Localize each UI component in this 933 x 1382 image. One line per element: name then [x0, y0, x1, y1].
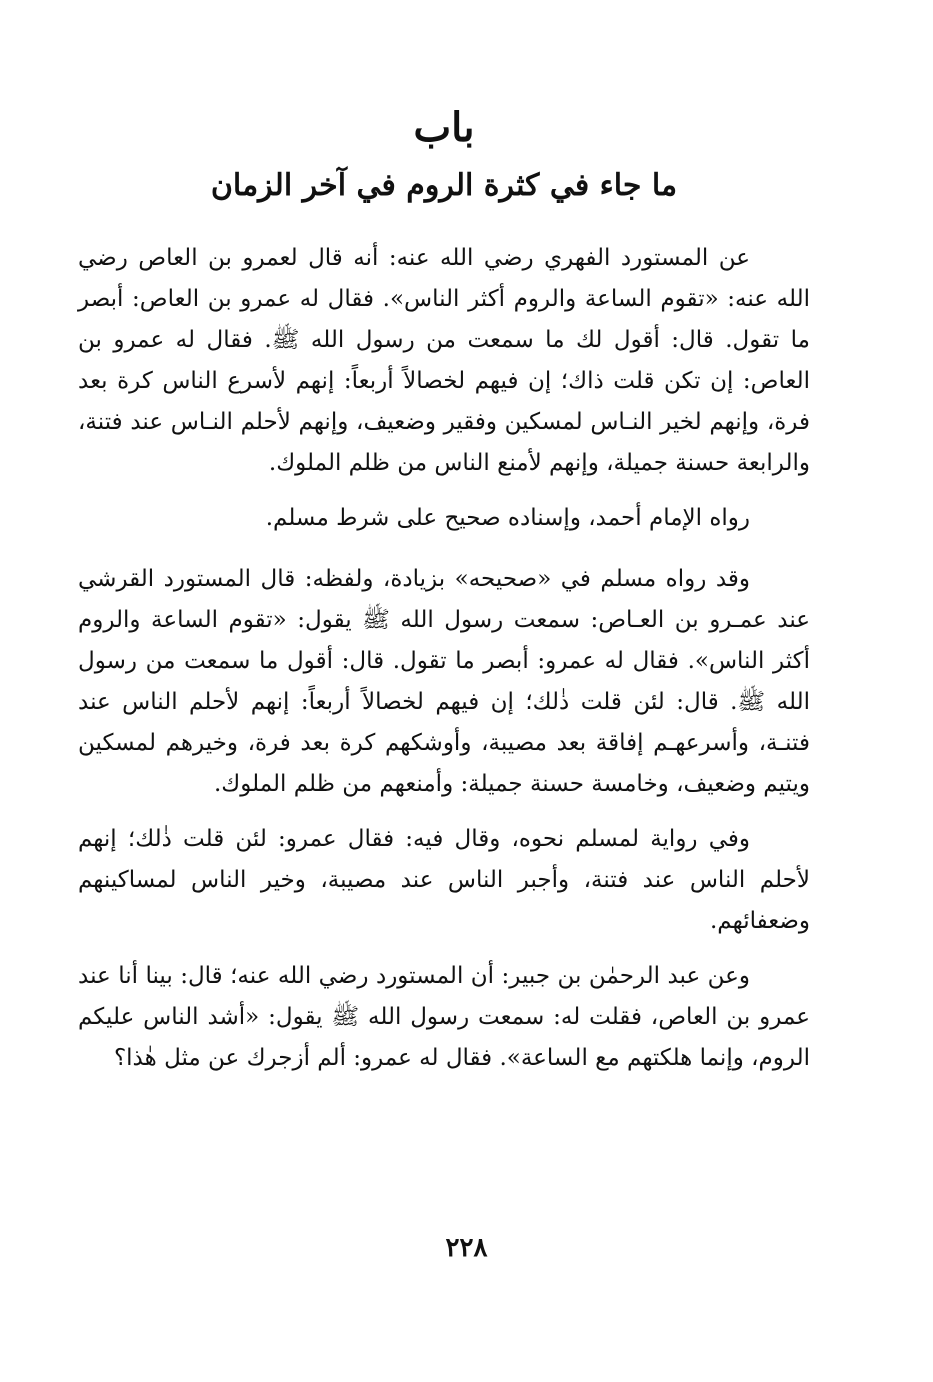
paragraph-3: وقد رواه مسلم في «صحيحه» بزيادة، ولفظه: قال المستورد القرشي عند عمـرو بن العـاص: سمعت رسول الله ﷺ يقول: «تقوم الساعة والروم أكثر الناس». فقال له عمرو: أبصر ما تقول. قال: أقول ما سمعت من رسول الله ﷺ. قال: لئن قلت ذٰلك؛ إن فيهم لخصالاً أربعاً: إنهم لأحلم الناس عند فتنـة، وأسرعهـم إفاقة بعد مصيبة، وأوشكهم كرة بعد فرة، وخيرهم لمسكين ويتيم وضعيف، وخامسة حسنة جميلة: وأمنعهم من ظلم الملوك.	[78, 566, 810, 797]
paragraph-1: عن المستورد الفهري رضي الله عنه: أنه قال لعمرو بن العاص رضي الله عنه: «تقوم الساعة والروم أكثر الناس». فقال له عمرو بن العاص: أبصر ما تقول. قال: أقول لك ما سمعت من رسول الله ﷺ. فقال له عمرو بن العاص: إن تكن قلت ذاك؛ إن فيهم لخصالاً أربعاً: إنهم لأسرع الناس كرة بعد فرة، وإنهم لخير النـاس لمسكين وفقير وضعيف، وإنهم لأحلم النـاس عند فتنة، والرابعة حسنة جميلة، وإنهم لأمنع الناس من ظلم الملوك.	[78, 245, 810, 476]
page-content	[78, 100, 810, 1093]
paragraph-4: وفي رواية لمسلم نحوه، وقال فيه: فقال عمرو: لئن قلت ذٰلك؛ إنهم لأحلم الناس عند فتنة، وأجبر الناس عند مصيبة، وخير الناس لمساكينهم وضعفائهم.	[78, 826, 810, 934]
paragraph-5: وعن عبد الرحمٰن بن جبير: أن المستورد رضي الله عنه؛ قال: بينا أنا عند عمرو بن العاص، فقلت له: سمعت رسول الله ﷺ يقول: «أشد الناس عليكم الروم، وإنما هلكتهم مع الساعة». فقال له عمرو: ألم أزجرك عن مثل هٰذا؟	[78, 963, 810, 1071]
chapter-heading: باب	[413, 104, 475, 151]
chapter-subtitle: ما جاء في كثرة الروم في آخر الزمان	[210, 168, 678, 203]
page-number: ٢٢٨	[445, 1233, 488, 1263]
paragraph-2: رواه الإمام أحمد، وإسناده صحيح على شرط مسلم.	[265, 505, 750, 531]
